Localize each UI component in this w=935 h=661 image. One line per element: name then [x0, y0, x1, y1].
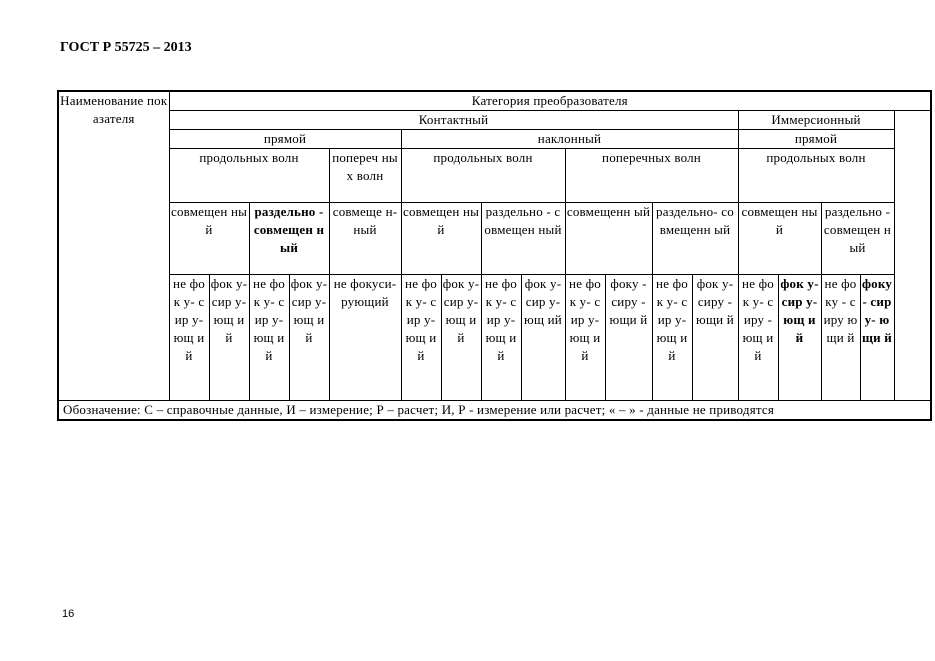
mode-combined-1: совмещен ный: [169, 203, 249, 275]
focus-cell: фоку - сиру - ющи й: [605, 275, 652, 401]
focus-cell: фок у- сир у- ющ ий: [778, 275, 821, 401]
indicator-table: [57, 90, 932, 421]
mode-separate-combined-1: раздельно - совмещен ный: [249, 203, 329, 275]
immersion-header: Иммерсионный: [738, 111, 894, 130]
mode-separate-combined-2: раздельно - совмещен ный: [481, 203, 565, 275]
document-header: ГОСТ Р 55725 – 2013: [60, 40, 192, 55]
focus-cell: не фок у- сир у- ющ ий: [249, 275, 289, 401]
mode-combined-2: совмеще н-ный: [329, 203, 401, 275]
straight-header: прямой: [169, 130, 401, 149]
focus-cell: не фоку - сиру ющи й: [821, 275, 860, 401]
focus-cell: не фокуси- рующий: [329, 275, 401, 401]
focus-cell: не фок у- сиру - ющ ий: [738, 275, 778, 401]
focus-cell: фоку - сиру- ющи й: [860, 275, 894, 401]
focus-cell: фок у- сиру - ющи й: [692, 275, 738, 401]
longitudinal-waves-header-2: продольных волн: [401, 149, 565, 203]
legend-note: Обозначение: С – справочные данные, И – измерение; Р – расчет; И, Р - измерение или расчет; « – » - данные не приводятся: [58, 401, 931, 421]
focus-cell: не фок у- сир у- ющ ий: [565, 275, 605, 401]
focus-cell: не фок у- сир у- ющ ий: [652, 275, 692, 401]
focus-cell: фок у- сир у- ющ ий: [441, 275, 481, 401]
focus-cell: фок у- сир у- ющ ий: [209, 275, 249, 401]
transverse-waves-header-1: попереч ных волн: [329, 149, 401, 203]
straight-immersion-header: прямой: [738, 130, 894, 149]
transverse-waves-header-2: поперечных волн: [565, 149, 738, 203]
inclined-header: наклонный: [401, 130, 738, 149]
focus-cell: фок у- сир у- ющ ий: [289, 275, 329, 401]
contact-header: Контактный: [169, 111, 738, 130]
focus-cell: фок у- сир у- ющ ий: [521, 275, 565, 401]
indicator-name-header: Наименование показателя: [58, 91, 169, 401]
mode-combined-4: совмещенн ый: [565, 203, 652, 275]
mode-separate-combined-3: раздельно- совмещенн ый: [652, 203, 738, 275]
focus-cell: не фок у- сир у- ющ ий: [169, 275, 209, 401]
category-header: Категория преобразователя: [169, 91, 931, 111]
longitudinal-waves-header-1: продольных волн: [169, 149, 329, 203]
focus-cell: не фок у- сир у- ющ ий: [401, 275, 441, 401]
mode-combined-5: совмещен ный: [738, 203, 821, 275]
longitudinal-waves-header-3: продольных волн: [738, 149, 894, 203]
focus-cell: не фок у- сир у- ющ ий: [481, 275, 521, 401]
page-number: 16: [62, 608, 75, 620]
mode-separate-combined-4: раздельно - совмещен ный: [821, 203, 894, 275]
mode-combined-3: совмещен ный: [401, 203, 481, 275]
